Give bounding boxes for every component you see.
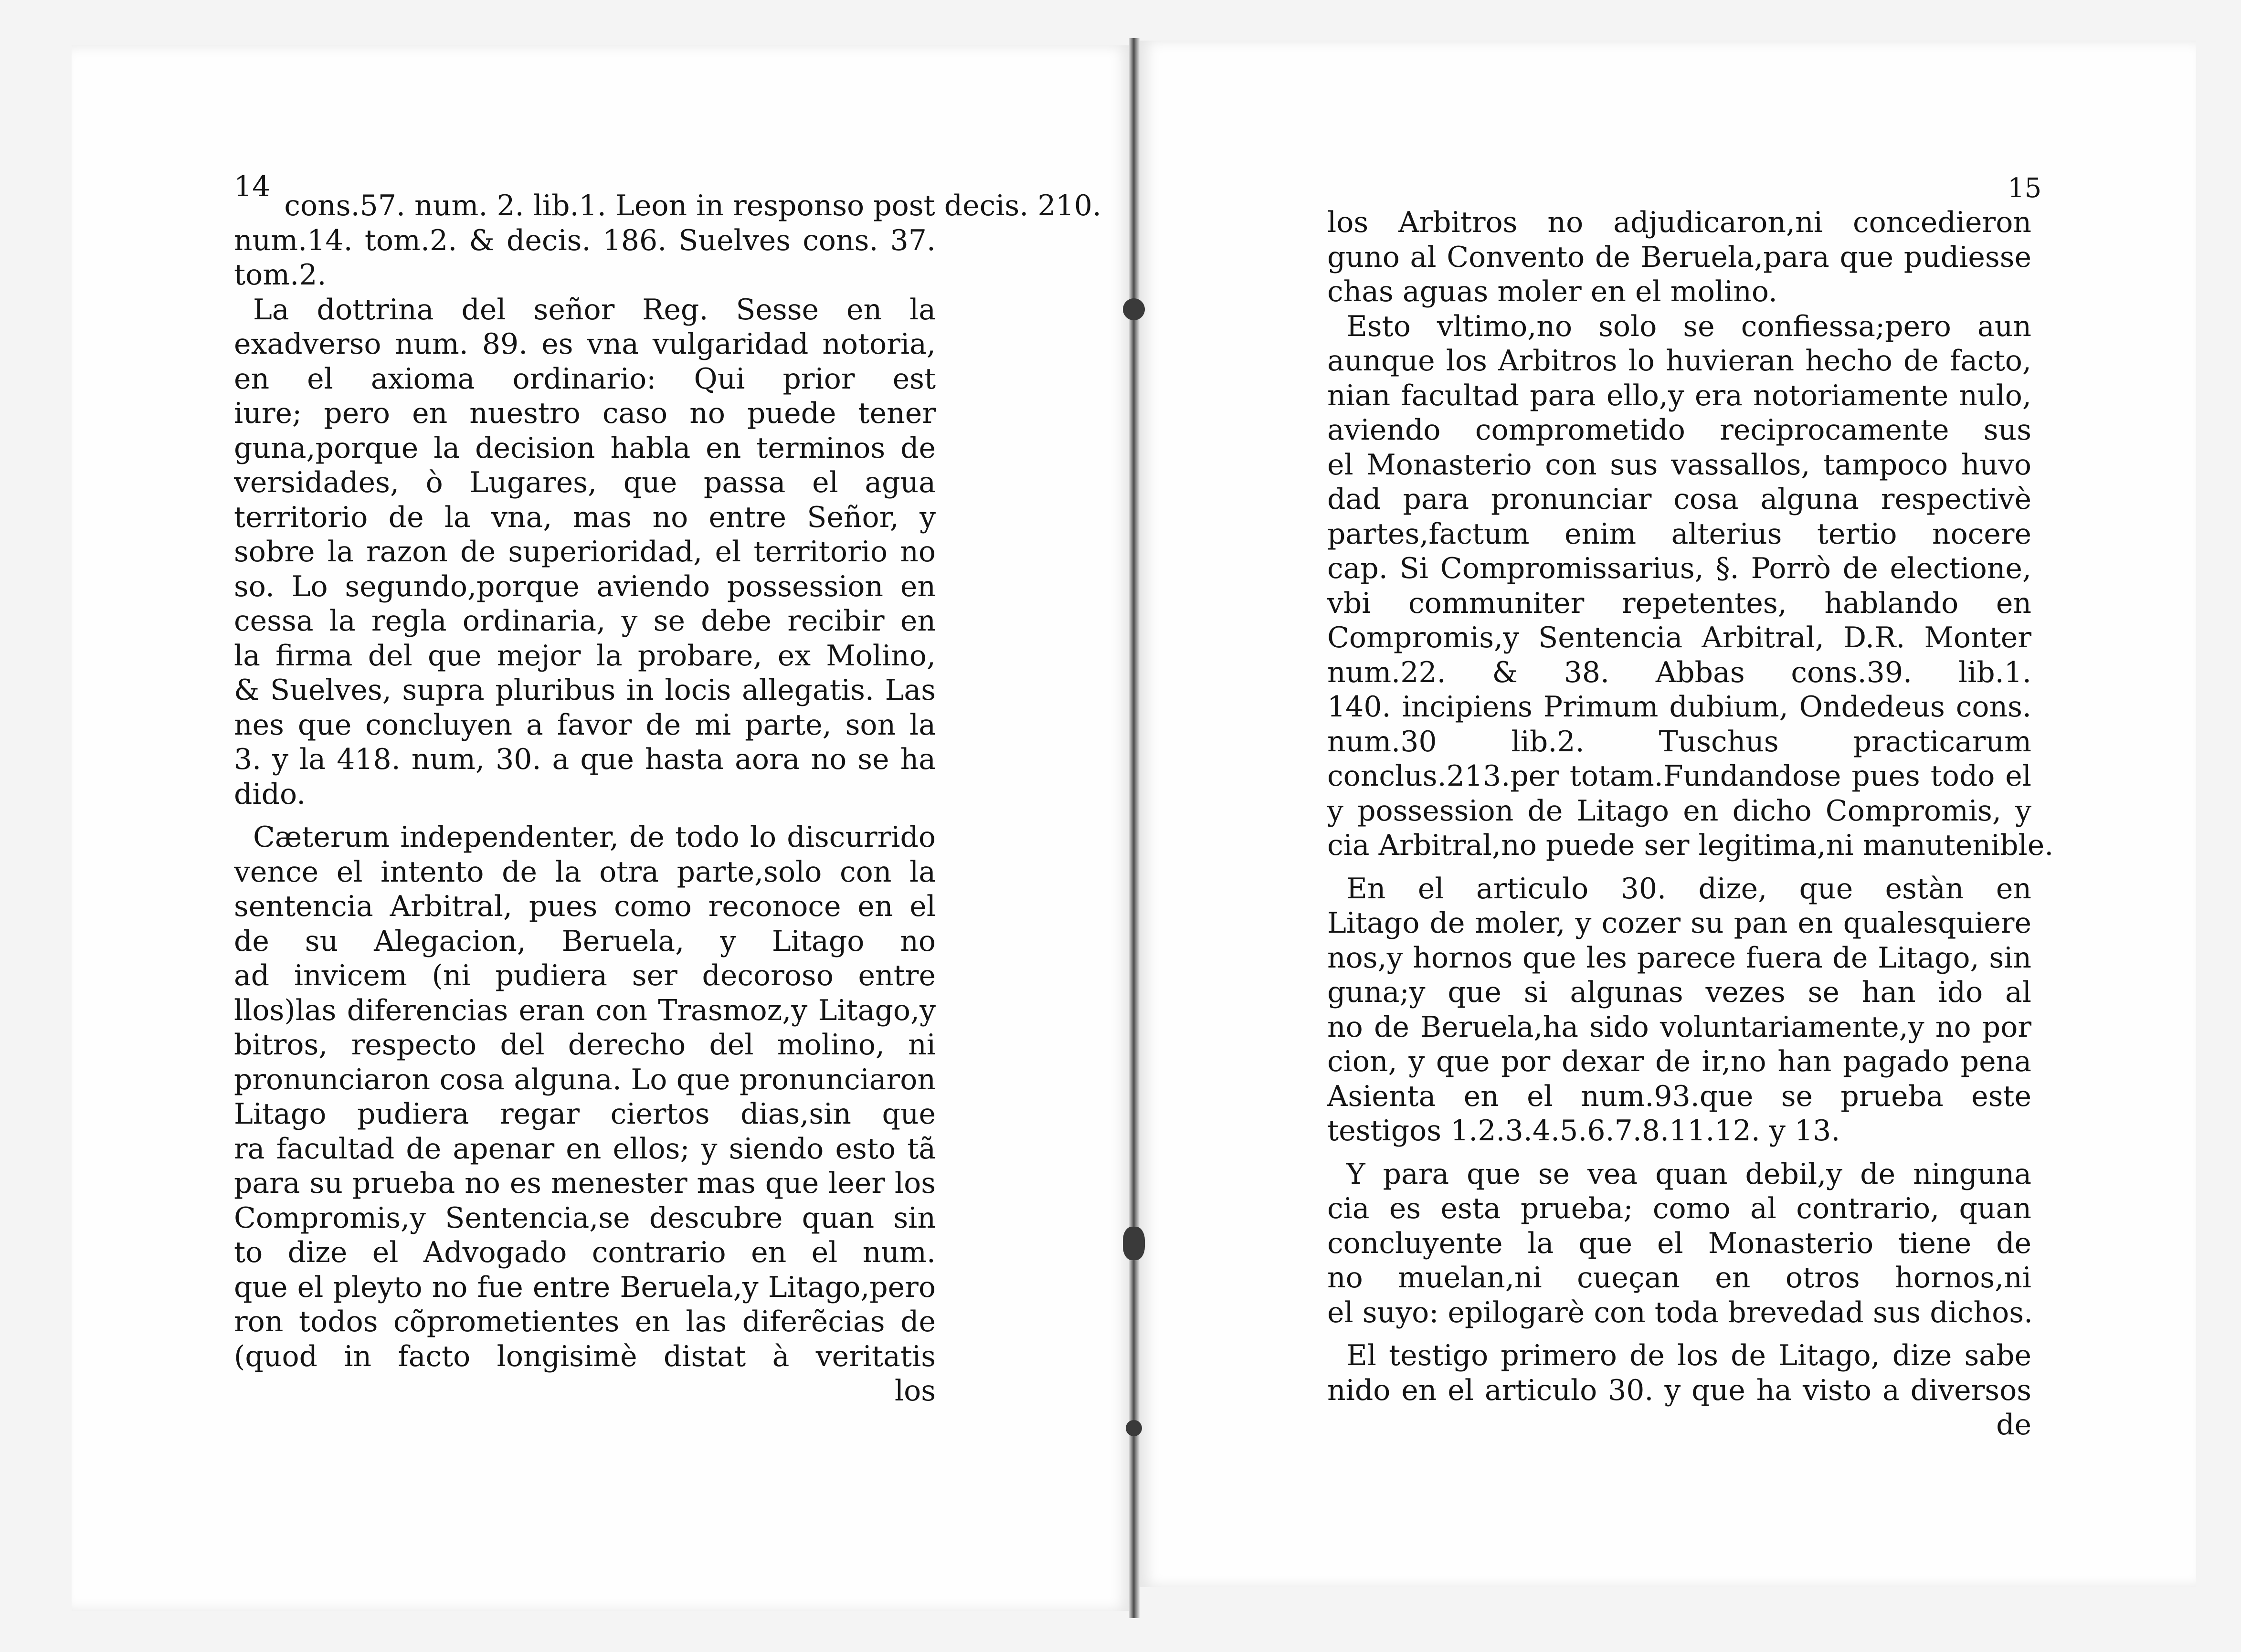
text-line: nes que concluyen a favor de mi parte, son la	[234, 708, 936, 742]
text-line: ad invicem (ni pudiera ser decoroso entre	[234, 959, 936, 992]
page-number-left: 14	[234, 170, 271, 203]
text-line: no de Beruela,ha sido voluntariamente,y no por	[1327, 1010, 2031, 1044]
text-line: en el axioma ordinario: Qui prior est	[234, 362, 936, 396]
text-line: nian facultad para ello,y era notoriamente nulo,	[1327, 379, 2031, 412]
text-line: cap. Si Compromissarius, §. Porrò de electione,	[1327, 552, 2031, 585]
text-line: iure; pero en nuestro caso no puede tener	[234, 397, 936, 430]
text-line: El testigo primero de los de Litago, dize sabe	[1346, 1339, 2031, 1372]
text-line: el suyo: epilogarè con toda brevedad sus dichos.	[1327, 1295, 2033, 1329]
text-line: los Arbitros no adjudicaron,ni concedieron	[1327, 206, 2031, 239]
text-line: chas aguas moler en el molino.	[1327, 275, 1777, 308]
catchword: los	[894, 1374, 936, 1408]
text-line: conclus.213.per totam.Fundandose pues todo el	[1327, 759, 2031, 793]
text-line: la firma del que mejor la probare, ex Molino,	[234, 639, 936, 673]
text-line: cion, y que por dexar de ir,no han pagado pena	[1327, 1045, 2031, 1078]
text-line: num.22. & 38. Abbas cons.39. lib.1.	[1327, 655, 2031, 689]
text-line: dad para pronunciar cosa alguna respectivè	[1327, 483, 2031, 516]
text-line: & Suelves, supra pluribus in locis allegatis. Las	[234, 673, 936, 707]
text-line: dido.	[234, 777, 306, 811]
catchword: de	[1996, 1408, 2031, 1442]
right-page-text	[1327, 205, 2054, 1442]
text-line: sentencia Arbitral, pues como reconoce en el	[234, 890, 936, 923]
text-line: ron todos cõprometientes en las diferẽcias de	[234, 1305, 936, 1338]
binding-stitch	[1126, 1420, 1142, 1436]
text-line: Cæterum independenter, de todo lo discurrido	[253, 821, 936, 854]
text-line: Compromis,y Sentencia,se descubre quan sin	[234, 1201, 936, 1235]
text-line: so. Lo segundo,porque aviendo possession en	[234, 569, 936, 603]
page-number-right: 15	[2008, 173, 2042, 204]
text-line: Y para que se vea quan debil,y de ninguna	[1346, 1157, 2031, 1191]
text-line: 3. y la 418. num, 30. a que hasta aora no se ha	[234, 743, 936, 776]
text-line: num.14. tom.2. & decis. 186. Suelves cons. 37.	[234, 223, 936, 257]
text-line: y possession de Litago en dicho Compromis, y	[1327, 794, 2031, 828]
text-line: En el articulo 30. dize, que estàn en	[1346, 872, 2031, 905]
text-line: aviendo comprometido reciprocamente sus	[1327, 413, 2031, 447]
text-line: La dottrina del señor Reg. Sesse en la	[253, 293, 936, 326]
text-line: Esto vltimo,no solo se confiessa;pero aun	[1346, 309, 2031, 343]
text-line: versidades, ò Lugares, que passa el agua	[234, 466, 936, 499]
text-line: partes,factum enim alterius tertio nocere	[1327, 517, 2031, 551]
text-line: aunque los Arbitros lo huvieran hecho de facto,	[1327, 344, 2031, 378]
text-line: bitros, respecto del derecho del molino, ni	[234, 1028, 936, 1062]
text-line: guna;y que si algunas vezes se han ido al	[1327, 976, 2031, 1009]
text-line: to dize el Advogado contrario en el num.	[234, 1236, 936, 1269]
text-line: nos,y hornos que les parece fuera de Litago, sin	[1327, 941, 2031, 975]
text-line: testigos 1.2.3.4.5.6.7.8.11.12. y 13.	[1327, 1114, 1840, 1147]
text-line: guna,porque la decision habla en terminos de	[234, 431, 936, 465]
text-line: que el pleyto no fue entre Beruela,y Litago,pero	[234, 1270, 936, 1304]
text-line: cia es esta prueba; como al contrario, quan	[1327, 1192, 2031, 1225]
text-line: pronunciaron cosa alguna. Lo que pronunciaron	[234, 1063, 936, 1096]
text-line: nido en el articulo 30. y que ha visto a diversos	[1327, 1373, 2031, 1407]
text-line: cessa la regla ordinaria, y se debe recibir en	[234, 604, 936, 638]
binding-stitch	[1123, 298, 1145, 320]
text-line: num.30 lib.2. Tuschus practicarum	[1327, 725, 2031, 758]
text-line: de su Alegacion, Beruela, y Litago no	[234, 924, 936, 958]
book-gutter	[1129, 38, 1140, 1618]
text-line: vbi communiter repetentes, hablando en	[1327, 586, 2031, 620]
text-line: 140. incipiens Primum dubium, Ondedeus cons.	[1327, 690, 2031, 724]
text-line: vence el intento de la otra parte,solo con la	[234, 855, 936, 889]
text-line: tom.2.	[234, 258, 327, 292]
text-line: Litago de moler, y cozer su pan en qualesquiere	[1327, 906, 2031, 940]
text-line: llos)las diferencias eran con Trasmoz,y Litago,y	[234, 993, 936, 1027]
text-line: Asienta en el num.93.que se prueba este	[1327, 1079, 2031, 1113]
text-line: cia Arbitral,no puede ser legitima,ni manutenible.	[1327, 829, 2054, 862]
text-line: territorio de la vna, mas no entre Señor, y	[234, 500, 936, 534]
text-line: no muelan,ni cueçan en otros hornos,ni	[1327, 1261, 2031, 1294]
text-line: el Monasterio con sus vassallos, tampoco huvo	[1327, 448, 2031, 482]
text-line: ra facultad de apenar en ellos; y siendo esto tã	[234, 1132, 936, 1166]
text-line: guno al Convento de Beruela,para que pudiesse	[1327, 240, 2031, 274]
text-line: Compromis,y Sentencia Arbitral, D.R. Monter	[1327, 621, 2031, 654]
text-line: concluyente la que el Monasterio tiene de	[1327, 1226, 2031, 1260]
binding-stitch	[1123, 1227, 1145, 1260]
text-line: sobre la razon de superioridad, el territorio no	[234, 535, 936, 568]
text-line: exadverso num. 89. es vna vulgaridad notoria,	[234, 327, 936, 361]
text-line: para su prueba no es menester mas que leer los	[234, 1167, 936, 1200]
left-page-text	[234, 170, 1101, 1409]
text-line: (quod in facto longisimè distat à veritatis	[234, 1339, 936, 1373]
text-line: 14 cons.57. num. 2. lib.1. Leon in responso post decis. 210.	[234, 170, 1101, 222]
text-line: Litago pudiera regar ciertos dias,sin que	[234, 1097, 936, 1131]
